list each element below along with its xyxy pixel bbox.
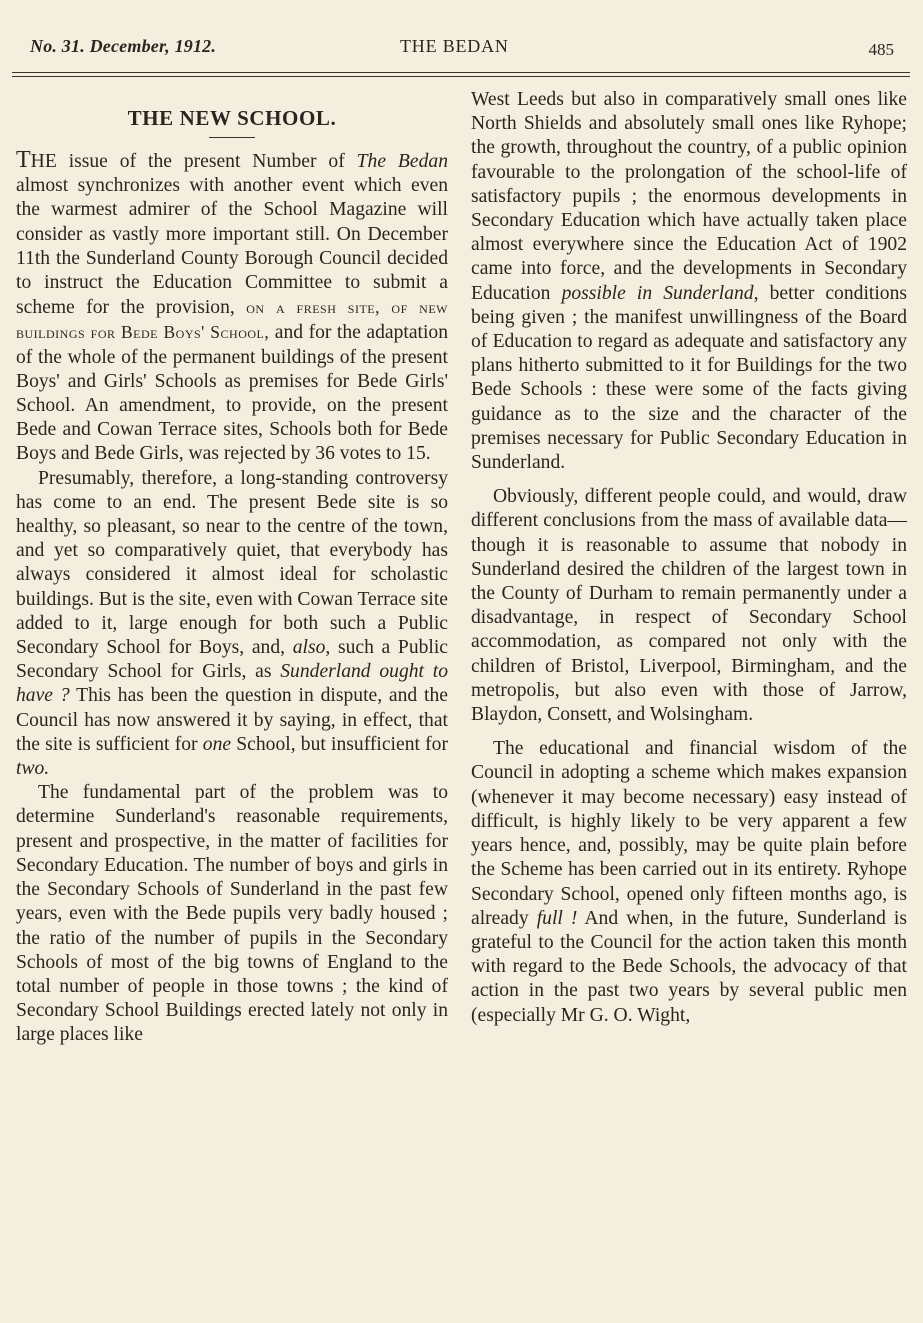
paragraph-3: The fundamental part of the problem was to determine Sunderland's reasonable requirements, present and prospective, in the matter of facilities for Secondary Education. The number of boys and girls in the Secondary Schools of Sunderland in the past few years, even with the Bede pupils very badly housed ; the ratio of the number of pupils in the Secondary Schools of most of the big towns of England to the total number of people in those towns ; the kind of Secondary School Buildings erected lately not only in large places like	[16, 782, 448, 1046]
magazine-title: THE BEDAN	[400, 36, 509, 56]
paragraph-3-continued: West Leeds but also in comparatively small ones like North Shields and absolutely small ones like Ryhope; the growth, throughout the country, of a public opinion favourable to the prolongation of the school-life of satisfactory pupils ; the enormous developments in Secondary Education which have actually taken place almost everywhere since the Education Act of 1902 came into force, and the developments in Secondary Education possible in Sunderland, better conditions being given ; the manifest unwillingness of the Board of Education to regard as adequate and satisfactory any plans hitherto submitted to it for Buildings for the two Bede Schools : these were some of the facts giving guidance as to the size and the character of the premises necessary for Public Secondary Education in Sunderland.	[471, 89, 907, 474]
paragraph-5: The educational and financial wisdom of the Council in adopting a scheme which makes expansion (whenever it may become necessary) easy instead of difficult, is highly likely to be very apparent a few years hence, and, possibly, may be quite plain before the Scheme has been carried out in its entirety. Ryhope Secondary School, opened only fifteen months ago, is already full ! And when, in the future, Sunderland is grateful to the Council for the action taken this month with regard to the Bede Schools, the advocacy of that action in the past two years by several public men (especially Mr G. O. Wight,	[471, 738, 907, 1026]
paragraph-1: THE issue of the present Number of The Bedan almost synchronizes with another event which even the warmest admirer of the School Magazine will consider as vastly more important still. On December 11th the Sunderland County Borough Council decided to instruct the Education Committee to submit a scheme for the provision, on a fresh site, of new buildings for Bede Boys' School, and for the adaptation of the whole of the permanent buildings of the present Boys' and Girls' Schools as premises for Bede Girls' School. An amendment, to provide, on the present Bede and Cowan Terrace sites, Schools both for Bede Boys and Bede Girls, was rejected by 36 votes to 15.	[16, 147, 448, 465]
issue-date: No. 31. December, 1912.	[30, 36, 217, 56]
small-caps-phrase: on a fresh site, of new buildings for Bede Boys' School,	[16, 297, 448, 343]
title-divider	[209, 137, 255, 138]
right-column	[471, 88, 907, 1028]
page-number: 485	[868, 40, 894, 59]
article-title: THE NEW SCHOOL.	[127, 106, 337, 130]
magazine-name-italic: The Bedan	[356, 151, 448, 172]
drop-cap: T	[16, 147, 31, 173]
left-column	[16, 88, 448, 1048]
header-rule-top	[12, 72, 910, 73]
paragraph-2: Presumably, therefore, a long-standing controversy has come to an end. The present Bede site is so healthy, so pleasant, so near to the centre of the town, and yet so comparatively quiet, that everybody has always considered it almost ideal for scholastic buildings. But is the site, even with Cowan Terrace site added to it, large enough for both such a Public Secondary School for Boys, and, also, such a Public Secondary School for Girls, as Sunderland ought to have ? This has been the question in dispute, and the Council has now answered it by saying, in effect, that the site is sufficient for one School, but insufficient for two.	[16, 467, 449, 780]
header-rule-bottom	[12, 76, 910, 77]
paragraph-4: Obviously, different people could, and would, draw different conclusions from the mass of available data—though it is reasonable to assume that nobody in Sunderland desired the children of the largest town in the County of Durham to remain permanently under a disadvantage, in respect of Secondary School accommodation, as compared not only with the children of Bristol, Liverpool, Birmingham, and the metropolis, but also even with those of Jarrow, Blaydon, Consett, and Wolsingham.	[471, 486, 907, 726]
page-header	[30, 34, 900, 64]
